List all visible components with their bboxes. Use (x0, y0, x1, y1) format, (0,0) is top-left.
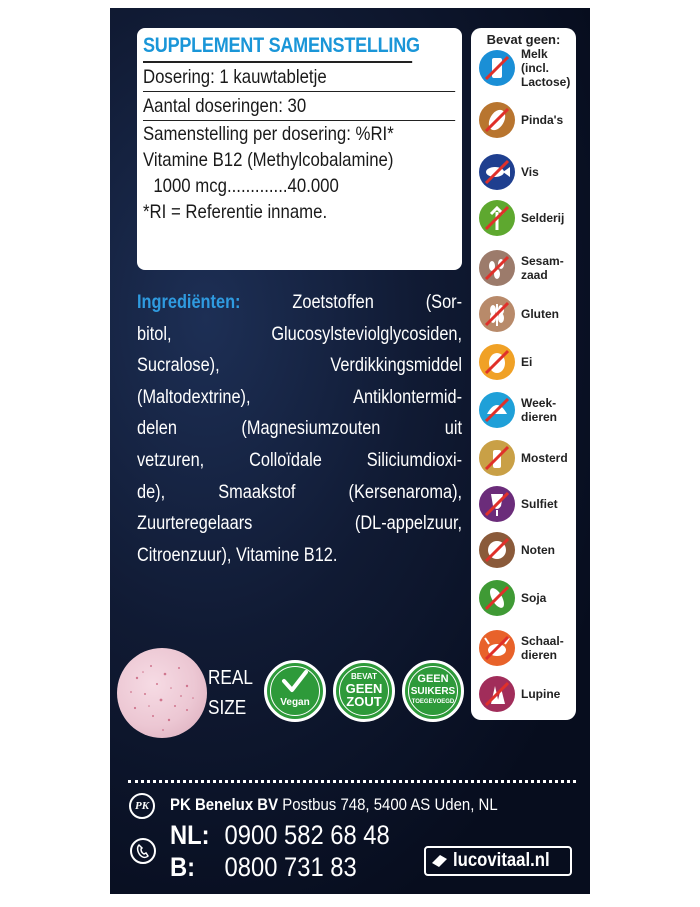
nuts-icon (479, 532, 515, 568)
allergen-item (479, 436, 574, 480)
address: Postbus 748, 5400 AS Uden, NL (278, 795, 498, 814)
pk-logo: PK (129, 793, 155, 819)
allergen-label: Lupine (521, 687, 561, 701)
no-sugar-badge: GEEN SUIKERS TOEGEVOEGD (402, 660, 464, 722)
ingredient-value: 1000 mcg.............40.000 (153, 175, 339, 197)
allergen-item (479, 196, 574, 240)
allergen-label: Schaal- dieren (521, 634, 564, 662)
ingredients-line: de), Smaakstof (Kersenaroma), (137, 481, 463, 503)
pill-bottle-icon (430, 853, 450, 869)
vegan-badge: Vegan (264, 660, 326, 722)
allergen-header: Bevat geen: (486, 32, 561, 47)
phone-be[interactable]: B: 0800 731 83 (170, 852, 357, 882)
ingredients-line: Sucralose), Verdikkingsmiddel (137, 355, 463, 377)
celery-icon (479, 200, 515, 236)
mustard-icon (479, 440, 515, 476)
allergen-label: Week- dieren (521, 396, 558, 424)
allergen-label: Noten (521, 543, 555, 557)
ingredients-line: Zuurteregelaars (DL-appelzuur, (137, 513, 463, 535)
ingredients-label: Ingrediënten: (137, 292, 241, 313)
ingredients-text (137, 287, 462, 571)
allergen-label: Gluten (521, 307, 559, 321)
ingredients-line: vetzuren, Colloïdale Siliciumdioxi- (137, 449, 463, 471)
allergen-label: Selderij (521, 211, 565, 225)
company-address (170, 795, 498, 815)
allergen-item (479, 292, 574, 336)
ingredients-line: Ingrediënten: Zoetstoffen (Sor- (137, 292, 463, 313)
allergen-label: Ei (521, 355, 533, 369)
allergen-free-card (471, 28, 576, 720)
allergen-item (479, 46, 574, 90)
ingredients-line: bitol, Glucosylsteviolglycosiden, (137, 323, 463, 345)
ri-footnote: *RI = Referentie inname. (143, 201, 328, 223)
per-dose-header: Samenstelling per dosering: %RI* (143, 123, 394, 145)
sulphite-icon (479, 486, 515, 522)
checkmark-icon (281, 669, 309, 695)
supplement-title: SUPPLEMENT SAMENSTELLING (143, 34, 412, 63)
sesame-icon (479, 250, 515, 286)
phone-icon (130, 838, 156, 864)
allergen-item (479, 672, 574, 716)
allergen-item (479, 482, 574, 526)
peanut-icon (479, 102, 515, 138)
ingredients-line: Citroenzuur), Vitamine B12. (137, 544, 338, 566)
company-name: PK Benelux BV (170, 795, 279, 814)
ingredients-line: delen (Magnesiumzouten uit (137, 418, 463, 440)
allergen-label: Soja (521, 591, 547, 605)
fish-icon (479, 154, 515, 190)
allergen-label: Vis (521, 165, 539, 179)
allergen-item (479, 528, 574, 572)
allergen-label: Sesam- zaad (521, 254, 564, 282)
soy-icon (479, 580, 515, 616)
allergen-label: Mosterd (521, 451, 568, 465)
allergen-item (479, 340, 574, 384)
allergen-label: Sulfiet (521, 497, 558, 511)
mollusc-icon (479, 392, 515, 428)
phone-nl[interactable]: NL: 0900 582 68 48 (170, 820, 390, 850)
lupine-icon (479, 676, 515, 712)
crustacean-icon (479, 630, 515, 666)
supplement-facts-box (137, 28, 462, 270)
allergen-item (479, 246, 574, 290)
allergen-item (479, 626, 574, 670)
real-size-label: REAL SIZE (208, 667, 253, 719)
milk-icon (479, 50, 515, 86)
ingredients-line: (Maltodextrine), Antiklontermid- (137, 386, 463, 408)
allergen-item (479, 98, 574, 142)
tablet-image (117, 648, 207, 738)
dose-count-row: Aantal doseringen: 30 (143, 92, 455, 121)
ingredient-name: Vitamine B12 (Methylcobalamine) (143, 149, 394, 171)
dosage-row: Dosering: 1 kauwtabletje (143, 63, 455, 92)
no-salt-badge: BEVAT GEEN ZOUT (333, 660, 395, 722)
allergen-item (479, 150, 574, 194)
egg-icon (479, 344, 515, 380)
allergen-label: Pinda's (521, 113, 564, 127)
allergen-label: Melk (incl. Lactose) (521, 47, 571, 89)
allergen-item (479, 388, 574, 432)
brand-website-link[interactable]: lucovitaal.nl (424, 846, 572, 876)
dotted-divider (128, 780, 576, 783)
allergen-item (479, 576, 574, 620)
gluten-icon (479, 296, 515, 332)
